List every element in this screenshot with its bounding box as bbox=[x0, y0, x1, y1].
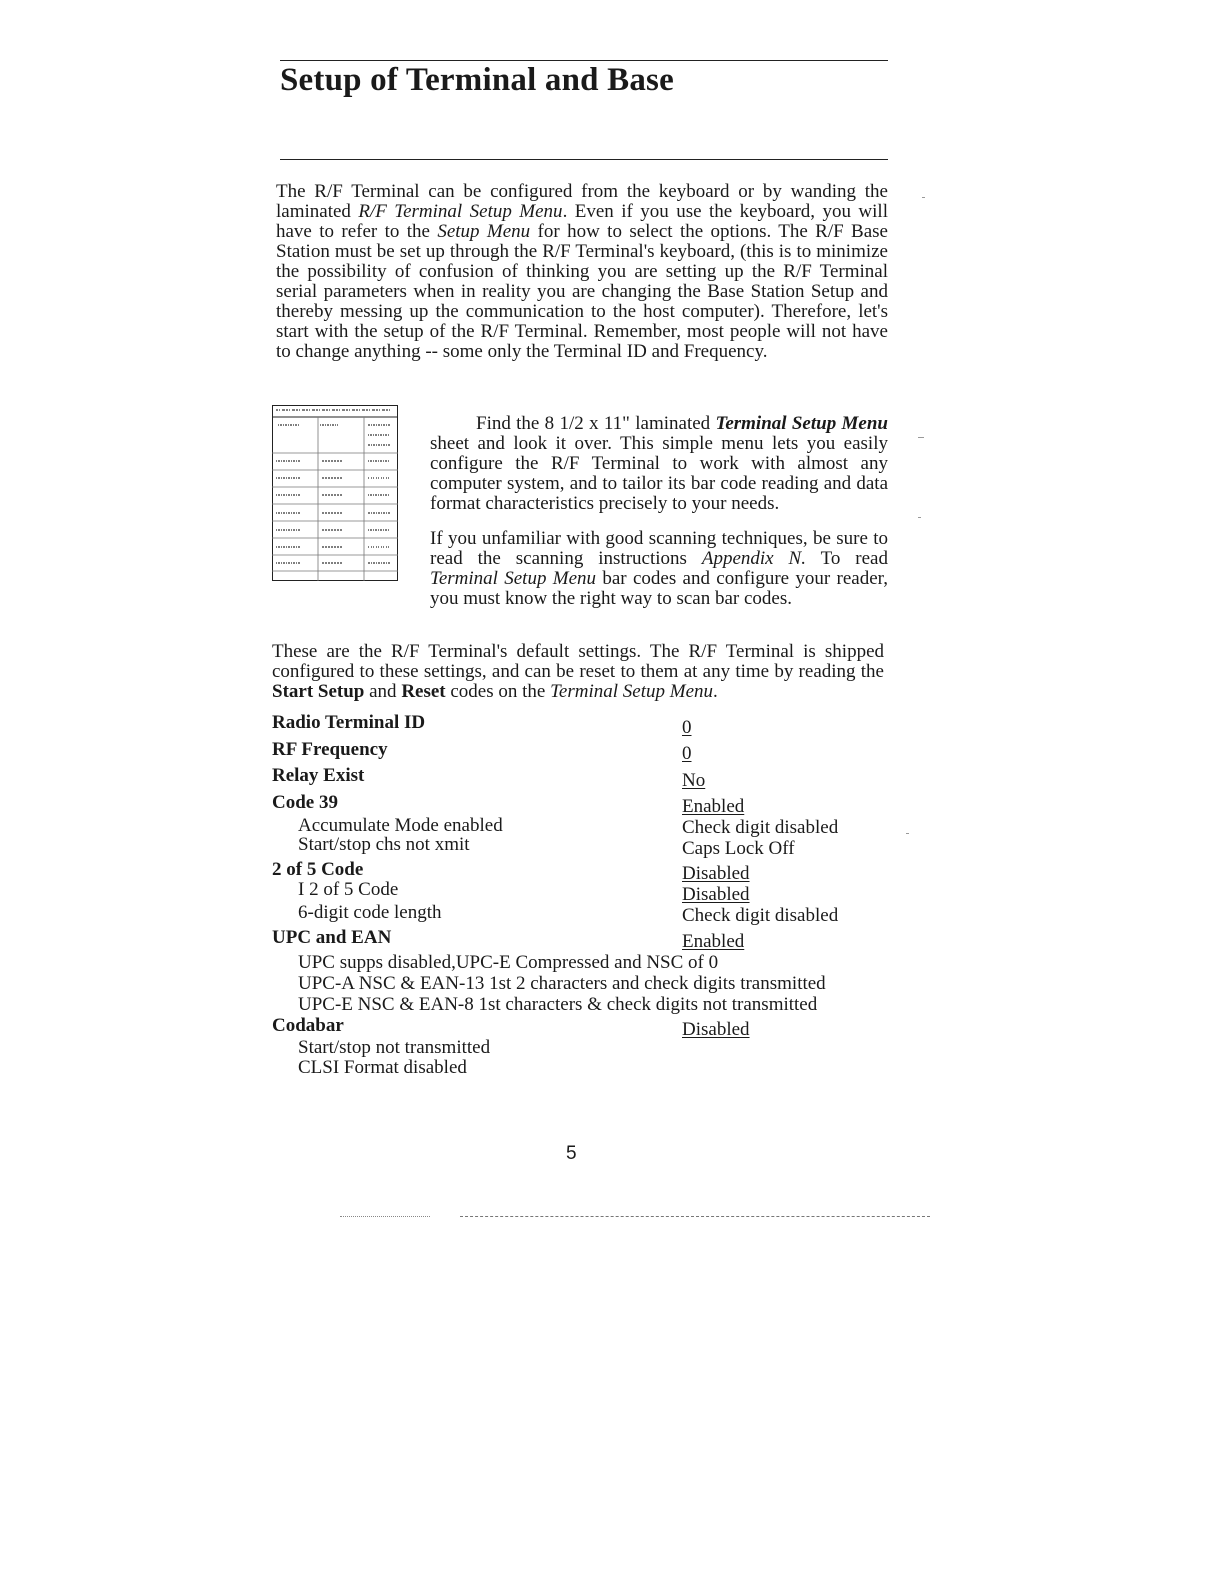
setting-value-6-digit-check: Check digit disabled bbox=[682, 905, 839, 926]
scan-speck bbox=[918, 517, 921, 518]
setting-label-6-digit: 6-digit code length bbox=[298, 902, 442, 923]
setting-value-code-39: Enabled bbox=[682, 796, 745, 817]
setting-value-upc-ean: Enabled bbox=[682, 931, 745, 952]
find-menu-paragraph: Find the 8 1/2 x 11" laminated Terminal Setup Menu sheet and look it over. This simple menu lets you easily configure the R/F Terminal to work with almost any computer system, and to tailor its bar code reading and data format characteristics precisely to your needs. bbox=[430, 413, 888, 514]
setting-value-rf-frequency: 0 bbox=[682, 743, 692, 764]
scan-speck bbox=[922, 197, 925, 198]
scan-speck bbox=[918, 437, 924, 438]
setting-label-relay-exist: Relay Exist bbox=[272, 765, 365, 786]
setting-label-i-2-of-5: I 2 of 5 Code bbox=[298, 879, 399, 900]
scan-artifact-line bbox=[460, 1216, 930, 1217]
page-title: Setup of Terminal and Base bbox=[280, 62, 674, 98]
setting-label-radio-terminal-id: Radio Terminal ID bbox=[272, 712, 426, 733]
section-rule bbox=[280, 159, 888, 160]
setting-label-upc-ean: UPC and EAN bbox=[272, 927, 392, 948]
scan-artifact-line bbox=[340, 1216, 430, 1217]
setup-menu-thumbnail bbox=[272, 405, 398, 581]
codabar-detail-line: Start/stop not transmitted bbox=[298, 1037, 491, 1058]
setting-label-code-39: Code 39 bbox=[272, 792, 338, 813]
upc-detail-line: UPC supps disabled,UPC-E Compressed and NSC of 0 bbox=[298, 952, 719, 973]
top-rule bbox=[280, 60, 888, 61]
setting-label-codabar: Codabar bbox=[272, 1015, 344, 1036]
setting-value-check-digit: Check digit disabled bbox=[682, 817, 839, 838]
upc-detail-line: UPC-A NSC & EAN-13 1st 2 characters and check digits transmitted bbox=[298, 973, 826, 994]
setting-label-accumulate-mode: Accumulate Mode enabled bbox=[298, 815, 503, 836]
upc-detail-line: UPC-E NSC & EAN-8 1st characters & check digits not transmitted bbox=[298, 994, 818, 1015]
intro-paragraph: The R/F Terminal can be configured from the keyboard or by wanding the laminated R/F Terminal Setup Menu. Even if you use the keyboard, you will have to refer to the Setup Menu for how to select the options. The R/F Base Station must be set up through the R/F Terminal's keyboard, (this is to minimize the possibility of confusion of thinking you are setting up the R/F Terminal serial parameters when in reality you are changing the Base Station Setup and thereby messing up the communication to the host computer). Therefore, let's start with the setup of the R/F Terminal. Remember, most people will not have to change anything -- some only the Terminal ID and Frequency. bbox=[276, 181, 888, 362]
setting-label-start-stop: Start/stop chs not xmit bbox=[298, 834, 470, 855]
setting-label-2-of-5: 2 of 5 Code bbox=[272, 859, 364, 880]
setting-value-relay-exist: No bbox=[682, 770, 706, 791]
setting-value-2-of-5: Disabled bbox=[682, 863, 750, 884]
setting-value-caps-lock: Caps Lock Off bbox=[682, 838, 795, 859]
page-number: 5 bbox=[566, 1143, 577, 1164]
defaults-intro-paragraph: These are the R/F Terminal's default settings. The R/F Terminal is shipped configured to these settings, and can be reset to them at any time by reading the Start Setup and Reset codes on the Terminal Setup Menu. bbox=[272, 641, 884, 702]
setting-label-rf-frequency: RF Frequency bbox=[272, 739, 388, 760]
codabar-detail-line: CLSI Format disabled bbox=[298, 1057, 467, 1078]
setting-value-i-2-of-5: Disabled bbox=[682, 884, 750, 905]
scanning-paragraph: If you unfamiliar with good scanning techniques, be sure to read the scanning instructions Appendix N. To read Terminal Setup Menu bar codes and configure your reader, you must know the right way to scan bar codes. bbox=[430, 528, 888, 609]
setting-value-radio-terminal-id: 0 bbox=[682, 717, 692, 738]
scan-speck bbox=[906, 833, 909, 834]
setting-value-codabar: Disabled bbox=[682, 1019, 750, 1040]
